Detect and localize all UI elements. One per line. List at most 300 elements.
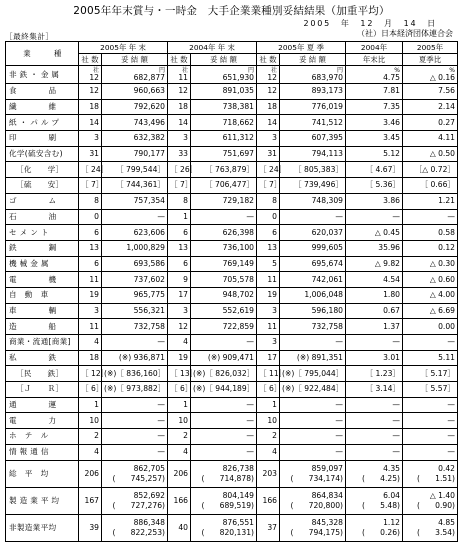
- cell-a2: (※)［ 826,032］: [191, 366, 257, 382]
- table-row: [6, 366, 458, 382]
- total-name: 総 平 均: [6, 460, 79, 487]
- cell-c3: 3: [257, 303, 280, 319]
- cell-a1: 737,602: [102, 272, 168, 288]
- table-row: [6, 240, 458, 256]
- unit-label: 円: [336, 66, 343, 74]
- total-value-parenthetical: ( 734,174): [290, 473, 343, 483]
- cell-c2: 6: [168, 256, 191, 272]
- cell-a2: —: [191, 444, 257, 460]
- total-cell: [102, 487, 168, 514]
- industry-name: 非 鉄 ・ 金 属: [6, 66, 79, 84]
- cell-c2: [168, 66, 191, 84]
- cell-value: 4.75: [383, 72, 400, 82]
- cell-r2: 2.14: [403, 99, 458, 115]
- table-row: [6, 131, 458, 147]
- header-companies: 社 数: [79, 54, 102, 66]
- organization-name: （社）日本経済団体連合会: [357, 29, 453, 38]
- cell-r2: ［ 5.17］: [403, 366, 458, 382]
- report-date: 2005 年 12 月 14 日: [303, 19, 437, 28]
- cell-c2: 3: [168, 303, 191, 319]
- cell-r1: —: [346, 397, 403, 413]
- cell-r1: 7.35: [346, 99, 403, 115]
- cell-c2: 12: [168, 84, 191, 100]
- cell-a1: 693,586: [102, 256, 168, 272]
- cell-a3: 1,006,048: [280, 287, 346, 303]
- cell-c1: 31: [79, 146, 102, 162]
- industry-name: 鉄 鋼: [6, 240, 79, 256]
- cell-a3: 794,113: [280, 146, 346, 162]
- industry-name: ゴ ム: [6, 193, 79, 209]
- cell-r2: 4.11: [403, 131, 458, 147]
- cell-r2: △ 0.50: [403, 146, 458, 162]
- cell-a2: —: [191, 335, 257, 351]
- cell-c2: 14: [168, 115, 191, 131]
- cell-c2: 19: [168, 350, 191, 366]
- table-row: [6, 99, 458, 115]
- cell-c1: [79, 66, 102, 84]
- cell-a3: 607,395: [280, 131, 346, 147]
- cell-c1: 3: [79, 131, 102, 147]
- industry-name: 通 運: [6, 397, 79, 413]
- table-row: [6, 382, 458, 398]
- table-row: [6, 350, 458, 366]
- total-value-parenthetical: ( 4.25): [361, 473, 400, 483]
- industry-name: 機 械 金 属: [6, 256, 79, 272]
- cell-c3: 14: [257, 115, 280, 131]
- total-cell: [346, 487, 403, 514]
- industry-name: 私 鉄: [6, 350, 79, 366]
- cell-a1: 790,177: [102, 146, 168, 162]
- cell-c2: 12: [168, 319, 191, 335]
- cell-a3: ［ 739,496］: [280, 178, 346, 194]
- cell-r1: 3.86: [346, 193, 403, 209]
- cell-r1: 3.46: [346, 115, 403, 131]
- cell-c1: 2: [79, 429, 102, 445]
- cell-r2: —: [403, 413, 458, 429]
- total-value-parenthetical: ( 820,131): [201, 527, 254, 537]
- table-row: [6, 193, 458, 209]
- cell-r2: ［△ 0.72］: [403, 162, 458, 178]
- cell-a1: ［ 744,361］: [102, 178, 168, 194]
- total-cell: [280, 460, 346, 487]
- total-cell: 166: [257, 487, 280, 514]
- cell-r2: 0.00: [403, 319, 458, 335]
- cell-a1: 1,000,829: [102, 240, 168, 256]
- total-value-parenthetical: ( 0.90): [416, 500, 455, 510]
- industry-name: 商業・流通[商業]: [6, 335, 79, 351]
- cell-a3: 732,758: [280, 319, 346, 335]
- industry-name: 印 刷: [6, 131, 79, 147]
- table-row: [6, 66, 458, 84]
- table-row: [6, 84, 458, 100]
- table-row: [6, 335, 458, 351]
- total-value: 804,149: [222, 491, 254, 501]
- cell-a3: —: [280, 444, 346, 460]
- header-ratio2-bottom: 夏季比: [403, 54, 458, 66]
- cell-r1: —: [346, 209, 403, 225]
- table-row: [6, 115, 458, 131]
- total-cell: 206: [79, 460, 102, 487]
- total-value: 1.12: [383, 518, 400, 528]
- cell-r2: △ 0.60: [403, 272, 458, 288]
- cell-a3: 620,037: [280, 225, 346, 241]
- cell-value: 12: [89, 72, 99, 82]
- total-value-parenthetical: ( 1.51): [416, 473, 455, 483]
- cell-a1: —: [102, 397, 168, 413]
- cell-c1: 0: [79, 209, 102, 225]
- cell-r2: [403, 66, 458, 84]
- cell-r1: ［ 3.14］: [346, 382, 403, 398]
- cell-a2: 626,398: [191, 225, 257, 241]
- header-ratio2-top: 2005年: [403, 42, 458, 54]
- cell-a3: ［ 805,383］: [280, 162, 346, 178]
- total-cell: [191, 460, 257, 487]
- total-value: 4.35: [383, 464, 400, 474]
- industry-name: 電 力: [6, 413, 79, 429]
- cell-c2: 4: [168, 335, 191, 351]
- cell-c2: 17: [168, 287, 191, 303]
- industry-name: 繊 維: [6, 99, 79, 115]
- cell-c1: 13: [79, 240, 102, 256]
- cell-c3: 1: [257, 397, 280, 413]
- cell-a1: 632,382: [102, 131, 168, 147]
- cell-a3: (※) 891,351: [280, 350, 346, 366]
- cell-a3: (※)［ 795,044］: [280, 366, 346, 382]
- header-amount: 妥 結 額: [102, 54, 168, 66]
- cell-r1: [346, 66, 403, 84]
- cell-c2: 2: [168, 429, 191, 445]
- cell-r1: ［ 5.36］: [346, 178, 403, 194]
- cell-c3: [257, 66, 280, 84]
- unit-label: 社: [181, 66, 188, 74]
- cell-c3: 17: [257, 350, 280, 366]
- total-value-parenthetical: ( 0.26): [361, 527, 400, 537]
- header-companies: 社 数: [257, 54, 280, 66]
- cell-a1: (※)［ 836,160］: [102, 366, 168, 382]
- cell-c1: 6: [79, 225, 102, 241]
- cell-c2: ［ 7］: [168, 178, 191, 194]
- total-cell: 167: [79, 487, 102, 514]
- cell-a3: (※)［ 922,484］: [280, 382, 346, 398]
- cell-a2: ［ 706,477］: [191, 178, 257, 194]
- cell-a1: 757,354: [102, 193, 168, 209]
- cell-a2: 611,312: [191, 131, 257, 147]
- cell-a2: —: [191, 429, 257, 445]
- unit-label: 円: [247, 66, 254, 74]
- cell-r2: —: [403, 429, 458, 445]
- cell-c2: 9: [168, 272, 191, 288]
- cell-a1: 965,775: [102, 287, 168, 303]
- cell-value: 11: [178, 72, 188, 82]
- total-value: 862,705: [133, 464, 165, 474]
- cell-value: △ 0.16: [429, 72, 455, 82]
- cell-r1: —: [346, 335, 403, 351]
- total-cell: [346, 514, 403, 541]
- industry-name: 情 報 通 信: [6, 444, 79, 460]
- header-amount: 妥 結 額: [191, 54, 257, 66]
- cell-a1: 743,496: [102, 115, 168, 131]
- cell-a2: 705,578: [191, 272, 257, 288]
- cell-c3: 11: [257, 272, 280, 288]
- cell-c2: ［ 6］: [168, 382, 191, 398]
- cell-a2: ［ 763,879］: [191, 162, 257, 178]
- cell-c1: 8: [79, 193, 102, 209]
- cell-c1: 11: [79, 319, 102, 335]
- industry-name: 造 船: [6, 319, 79, 335]
- cell-a3: 695,674: [280, 256, 346, 272]
- cell-a1: 960,663: [102, 84, 168, 100]
- unit-label: %: [394, 66, 400, 74]
- cell-r2: △ 0.30: [403, 256, 458, 272]
- cell-r1: 35.96: [346, 240, 403, 256]
- total-value-parenthetical: ( 727,276): [112, 500, 165, 510]
- cell-c1: 4: [79, 444, 102, 460]
- industry-name: 食 品: [6, 84, 79, 100]
- page-title: 2005年年末賞与・一時金 大手企業業種別妥結結果（加重平均）: [73, 5, 390, 17]
- cell-c1: ［ 24］: [79, 162, 102, 178]
- table-row: [6, 303, 458, 319]
- cell-c3: 19: [257, 287, 280, 303]
- cell-a3: 999,605: [280, 240, 346, 256]
- total-value: 6.04: [383, 491, 400, 501]
- unit-label: 円: [158, 66, 165, 74]
- header-ratio1-bottom: 年末比: [346, 54, 403, 66]
- cell-c3: 8: [257, 193, 280, 209]
- total-cell: [280, 487, 346, 514]
- cell-r1: —: [346, 444, 403, 460]
- total-cell: 39: [79, 514, 102, 541]
- cell-c1: 14: [79, 115, 102, 131]
- cell-c3: 2: [257, 429, 280, 445]
- cell-a2: —: [191, 209, 257, 225]
- cell-a3: [280, 66, 346, 84]
- cell-a1: 732,758: [102, 319, 168, 335]
- cell-c3: ［ 7］: [257, 178, 280, 194]
- cell-c3: 0: [257, 209, 280, 225]
- cell-r2: 1.21: [403, 193, 458, 209]
- cell-a2: [191, 66, 257, 84]
- cell-c1: 6: [79, 256, 102, 272]
- cell-a1: —: [102, 209, 168, 225]
- cell-r1: ［ 1.23］: [346, 366, 403, 382]
- cell-c3: 31: [257, 146, 280, 162]
- total-value: △ 1.40: [429, 491, 455, 501]
- cell-a1: 792,620: [102, 99, 168, 115]
- total-value: 845,328: [311, 518, 343, 528]
- total-cell: [191, 487, 257, 514]
- cell-r2: ［ 5.57］: [403, 382, 458, 398]
- table-row: [6, 429, 458, 445]
- cell-a1: —: [102, 444, 168, 460]
- total-name: 製 造 業 平 均: [6, 487, 79, 514]
- total-cell: 203: [257, 460, 280, 487]
- cell-c1: ［ 7］: [79, 178, 102, 194]
- industry-name: 自 動 車: [6, 287, 79, 303]
- cell-c1: 10: [79, 413, 102, 429]
- industry-name: 紙 ・ パ ル プ: [6, 115, 79, 131]
- cell-r2: 0.12: [403, 240, 458, 256]
- cell-r1: △ 0.45: [346, 225, 403, 241]
- cell-a1: —: [102, 429, 168, 445]
- cell-a3: —: [280, 413, 346, 429]
- industry-name: ホ テ ル: [6, 429, 79, 445]
- table-row: [6, 256, 458, 272]
- total-cell: [191, 514, 257, 541]
- total-value-parenthetical: ( 822,253): [112, 527, 165, 537]
- total-cell: 37: [257, 514, 280, 541]
- table-row: [6, 287, 458, 303]
- cell-r1: 4.54: [346, 272, 403, 288]
- header-companies: 社 数: [168, 54, 191, 66]
- cell-a2: (※) 909,471: [191, 350, 257, 366]
- total-value-parenthetical: ( 720,800): [290, 500, 343, 510]
- cell-a3: 741,512: [280, 115, 346, 131]
- industry-name: ［硫 安］: [6, 178, 79, 194]
- cell-value: 682,877: [133, 72, 165, 82]
- total-row: [6, 487, 458, 514]
- cell-c2: 6: [168, 225, 191, 241]
- unit-label: %: [449, 66, 455, 74]
- table-row: [6, 225, 458, 241]
- cell-a3: 893,173: [280, 84, 346, 100]
- total-cell: [102, 514, 168, 541]
- total-value: 4.85: [438, 518, 455, 528]
- cell-r2: —: [403, 335, 458, 351]
- cell-r1: 5.12: [346, 146, 403, 162]
- cell-a1: ［ 799,544］: [102, 162, 168, 178]
- cell-c2: 33: [168, 146, 191, 162]
- total-value-parenthetical: ( 5.48): [361, 500, 400, 510]
- cell-r2: △ 4.00: [403, 287, 458, 303]
- cell-r2: △ 6.69: [403, 303, 458, 319]
- table-row: [6, 413, 458, 429]
- total-cell: 206: [168, 460, 191, 487]
- table-row: [6, 319, 458, 335]
- total-cell: [102, 460, 168, 487]
- total-value: 859,097: [311, 464, 343, 474]
- cell-a2: —: [191, 413, 257, 429]
- cell-r1: 1.37: [346, 319, 403, 335]
- cell-c1: 11: [79, 272, 102, 288]
- cell-r2: 0.27: [403, 115, 458, 131]
- total-row: [6, 460, 458, 487]
- total-value: 876,551: [222, 518, 254, 528]
- total-cell: [403, 514, 458, 541]
- cell-c2: 13: [168, 240, 191, 256]
- cell-c2: 1: [168, 209, 191, 225]
- cell-a1: —: [102, 335, 168, 351]
- cell-c3: ［ 6］: [257, 382, 280, 398]
- cell-a2: 738,381: [191, 99, 257, 115]
- cell-c2: 18: [168, 99, 191, 115]
- table-row: [6, 209, 458, 225]
- cell-c1: 18: [79, 350, 102, 366]
- cell-a3: —: [280, 429, 346, 445]
- total-row: [6, 514, 458, 541]
- total-value-parenthetical: ( 745,257): [112, 473, 165, 483]
- cell-c3: ［ 24］: [257, 162, 280, 178]
- cell-c2: 8: [168, 193, 191, 209]
- total-cell: 40: [168, 514, 191, 541]
- cell-r1: ［ 4.67］: [346, 162, 403, 178]
- industry-name: セ メ ン ト: [6, 225, 79, 241]
- cell-r2: —: [403, 444, 458, 460]
- unit-label: 社: [270, 66, 277, 74]
- cell-c2: ［ 13］: [168, 366, 191, 382]
- total-value: 826,738: [222, 464, 254, 474]
- cell-a1: (※)［ 973,882］: [102, 382, 168, 398]
- cell-c3: 5: [257, 256, 280, 272]
- cell-r2: 7.56: [403, 84, 458, 100]
- header-amount: 妥 結 額: [280, 54, 346, 66]
- industry-name: ［Ｊ Ｒ］: [6, 382, 79, 398]
- cell-a3: —: [280, 209, 346, 225]
- cell-a2: 552,619: [191, 303, 257, 319]
- cell-c3: 3: [257, 335, 280, 351]
- cell-c1: 1: [79, 397, 102, 413]
- cell-c3: 10: [257, 413, 280, 429]
- cell-c1: 3: [79, 303, 102, 319]
- cell-value: 651,930: [222, 72, 254, 82]
- cell-c1: 18: [79, 99, 102, 115]
- cell-c3: 11: [257, 319, 280, 335]
- cell-r1: —: [346, 413, 403, 429]
- table-row: [6, 178, 458, 194]
- cell-value: 683,970: [311, 72, 343, 82]
- table-row: [6, 162, 458, 178]
- header-2005-year-end: 2005年 年 末: [79, 42, 168, 54]
- cell-r1: —: [346, 429, 403, 445]
- cell-c3: 18: [257, 99, 280, 115]
- cell-a2: 751,697: [191, 146, 257, 162]
- cell-c2: 3: [168, 131, 191, 147]
- total-cell: [346, 460, 403, 487]
- cell-a3: 742,061: [280, 272, 346, 288]
- industry-name: ［民 鉄］: [6, 366, 79, 382]
- cell-r2: —: [403, 397, 458, 413]
- industry-name: 石 油: [6, 209, 79, 225]
- total-value-parenthetical: ( 689,519): [201, 500, 254, 510]
- cell-a1: 556,321: [102, 303, 168, 319]
- cell-c3: 12: [257, 84, 280, 100]
- industry-name: ［化 学］: [6, 162, 79, 178]
- unit-label: 社: [92, 66, 99, 74]
- cell-c1: 19: [79, 287, 102, 303]
- total-cell: [403, 487, 458, 514]
- cell-a3: 596,180: [280, 303, 346, 319]
- cell-r2: 0.58: [403, 225, 458, 241]
- cell-r2: 5.11: [403, 350, 458, 366]
- cell-a3: 748,309: [280, 193, 346, 209]
- cell-a2: (※)［ 944,189］: [191, 382, 257, 398]
- cell-c3: 13: [257, 240, 280, 256]
- cell-r1: 7.81: [346, 84, 403, 100]
- cell-r1: 0.67: [346, 303, 403, 319]
- cell-c3: 6: [257, 225, 280, 241]
- cell-r1: △ 9.82: [346, 256, 403, 272]
- cell-c2: 4: [168, 444, 191, 460]
- cell-c2: 1: [168, 397, 191, 413]
- cell-a3: 776,019: [280, 99, 346, 115]
- total-cell: 166: [168, 487, 191, 514]
- cell-a2: 769,149: [191, 256, 257, 272]
- industry-name: 化学(硫安含む): [6, 146, 79, 162]
- cell-a3: —: [280, 335, 346, 351]
- table-row: [6, 146, 458, 162]
- total-value-parenthetical: ( 794,175): [290, 527, 343, 537]
- cell-a1: [102, 66, 168, 84]
- cell-a2: 729,182: [191, 193, 257, 209]
